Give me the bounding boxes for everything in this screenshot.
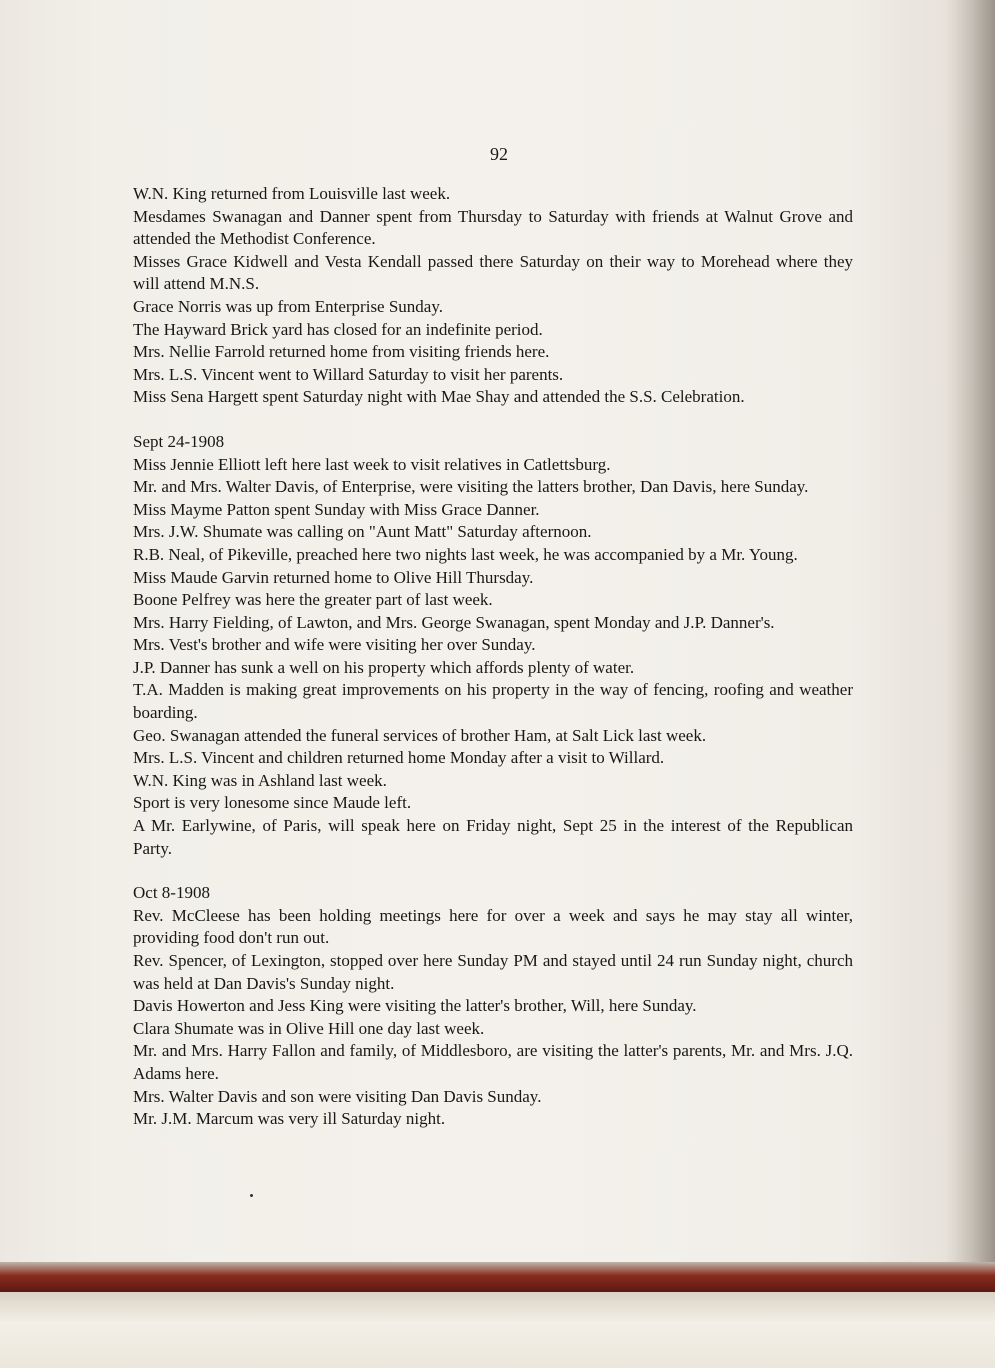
news-entry: Mr. J.M. Marcum was very ill Saturday night. [133, 1109, 446, 1129]
news-entry: Mesdames Swanagan and Danner spent from Thursday to Saturday with friends at Walnut Grove and attended the Methodist Conference. [133, 206, 853, 249]
ink-speck [250, 1194, 253, 1197]
news-entry: Clara Shumate was in Olive Hill one day last week. [133, 1018, 485, 1038]
news-entry: Geo. Swanagan attended the funeral services of brother Ham, at Salt Lick last week. [133, 725, 707, 745]
news-entry: Mrs. Walter Davis and son were visiting Dan Davis Sunday. [133, 1086, 542, 1106]
news-entry: Mrs. L.S. Vincent went to Willard Saturday to visit her parents. [133, 364, 564, 384]
page-number: 92 [490, 144, 508, 164]
news-section [133, 860, 853, 1131]
news-entry: T.A. Madden is making great improvements on his property in the way of fencing, roofing and weather boarding. [133, 680, 853, 723]
section-date: Sept 24-1908 [133, 431, 225, 451]
news-entry: Rev. McCleese has been holding meetings here for over a week and says he may stay all winter, providing food don't run out. [133, 905, 853, 948]
news-entry: Mrs. L.S. Vincent and children returned home Monday after a visit to Willard. [133, 748, 665, 768]
news-entry: W.N. King was in Ashland last week. [133, 770, 387, 790]
news-section [133, 183, 853, 409]
document-body [133, 183, 853, 1131]
news-entry: Rev. Spencer, of Lexington, stopped over here Sunday PM and stayed until 24 run Sunday night, church was held at Dan Davis's Sunday night. [133, 951, 853, 993]
news-entry: Miss Jennie Elliott left here last week to visit relatives in Catlettsburg. [133, 454, 611, 474]
news-entry: R.B. Neal, of Pikeville, preached here two nights last week, he was accompanied by a Mr. Young. [133, 544, 798, 564]
news-entry: The Hayward Brick yard has closed for an indefinite period. [133, 319, 543, 339]
news-section [133, 409, 853, 860]
news-entry: Miss Maude Garvin returned home to Olive Hill Thursday. [133, 567, 534, 587]
news-entry: Mrs. Nellie Farrold returned home from visiting friends here. [133, 342, 550, 362]
news-entry: Mrs. Vest's brother and wife were visiting her over Sunday. [133, 635, 536, 655]
binding-shadow [945, 0, 995, 1290]
news-entry: Mrs. Harry Fielding, of Lawton, and Mrs. George Swanagan, spent Monday and J.P. Danner's. [133, 612, 775, 632]
news-entry: W.N. King returned from Louisville last week. [133, 184, 451, 203]
scanner-background [0, 1292, 995, 1368]
news-entry: Sport is very lonesome since Maude left. [133, 793, 412, 813]
news-entry: A Mr. Earlywine, of Paris, will speak here on Friday night, Sept 25 in the interest of the Republican Party. [133, 816, 853, 858]
section-date: Oct 8-1908 [133, 883, 210, 903]
news-entry: Grace Norris was up from Enterprise Sunday. [133, 296, 444, 316]
news-entry: Mr. and Mrs. Walter Davis, of Enterprise, were visiting the latters brother, Dan Davis, here Sunday. [133, 477, 809, 497]
news-entry: Boone Pelfrey was here the greater part of last week. [133, 590, 493, 610]
news-entry: Mrs. J.W. Shumate was calling on "Aunt Matt" Saturday afternoon. [133, 522, 592, 542]
news-entry: Miss Mayme Patton spent Sunday with Miss Grace Danner. [133, 499, 540, 519]
news-entry: Miss Sena Hargett spent Saturday night with Mae Shay and attended the S.S. Celebration. [133, 387, 745, 407]
news-entry: Mr. and Mrs. Harry Fallon and family, of Middlesboro, are visiting the latter's parents, Mr. and Mrs. J.Q. Adams here. [133, 1041, 853, 1083]
book-edge [0, 1262, 995, 1292]
news-entry: Davis Howerton and Jess King were visiting the latter's brother, Will, here Sunday. [133, 996, 697, 1016]
news-entry: Misses Grace Kidwell and Vesta Kendall passed there Saturday on their way to Morehead where they will attend M.N.S. [133, 251, 853, 294]
news-entry: J.P. Danner has sunk a well on his property which affords plenty of water. [133, 657, 635, 677]
